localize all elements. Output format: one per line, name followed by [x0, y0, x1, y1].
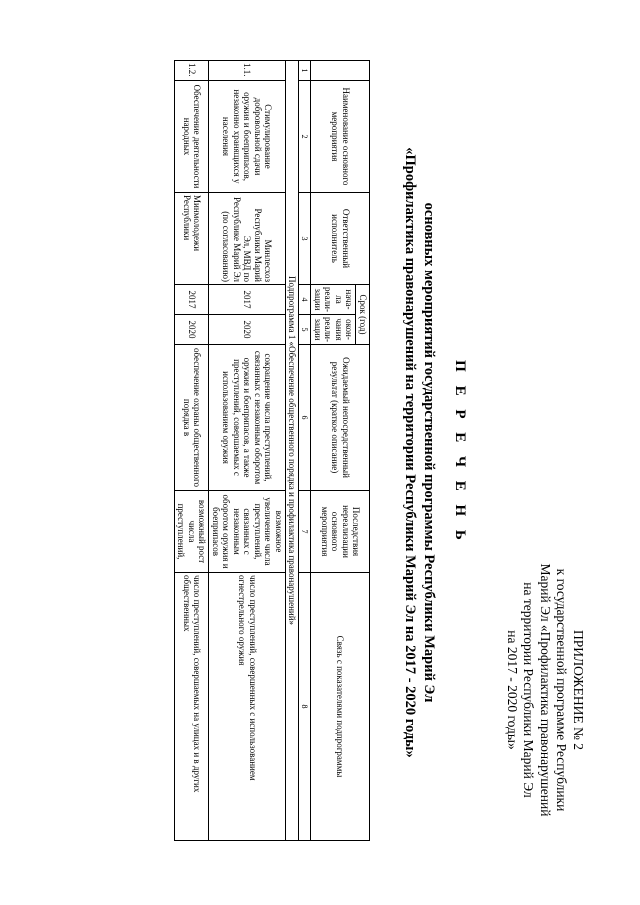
row-executor: Минлесхоз Республики Марий Эл, МВД по Республике Марий Эл (по согласованию) — [209, 193, 286, 285]
table-row — [209, 61, 286, 841]
row-end-year: 2020 — [175, 315, 210, 345]
appendix-title: ПРИЛОЖЕНИЕ № 2 — [571, 629, 586, 751]
row-start-year: 2017 — [175, 285, 210, 315]
header-cell-term-start: нача- ла реали- зации — [311, 285, 356, 315]
document-title: П Е Р Е Ч Е Н Ь — [452, 360, 468, 545]
column-number: 7 — [299, 491, 311, 573]
row-number: 1.1. — [209, 61, 286, 81]
appendix-line: к государственной программе Республики — [554, 568, 570, 812]
measures-table — [174, 60, 370, 841]
header-cell-consequence: Последствия нереализации основного мероприятия — [311, 491, 370, 573]
appendix-line: Марий Эл «Профилактика правонарушений — [538, 563, 553, 817]
column-number-row — [299, 61, 311, 841]
column-number: 8 — [299, 573, 311, 841]
document-subtitle-program: «Профилактика правонарушений на территории Республики Марий Эл на 2017 - 2020 годы» — [402, 147, 418, 758]
row-measure-name: Стимулирование добровольной сдачи оружия и боеприпасов, незаконно хранящихся у населения — [209, 81, 286, 193]
header-cell-name: Наименование основного мероприятия — [311, 81, 370, 193]
row-expected-result: обеспечение охраны общественного порядка в — [175, 345, 210, 491]
row-indicator-link: число преступлений, совершенных с использованием огнестрельного оружия — [209, 573, 286, 841]
header-cell-link: Связь с показателями подпрограммы — [311, 573, 370, 841]
row-indicator-link: число преступлений, совершаемых на улицах и в других общественных — [175, 573, 210, 841]
appendix-line: на 2017 - 2020 годы» — [505, 630, 520, 750]
subprogram-row — [286, 61, 300, 841]
header-cell-executor: Ответственный исполнитель — [311, 193, 370, 285]
row-consequence: возможное увеличение числа преступлений, связанных с незаконным оборотом оружия и боеприпасов — [209, 491, 286, 573]
column-number: 5 — [299, 315, 311, 345]
column-number: 1 — [299, 61, 311, 81]
row-start-year: 2017 — [209, 285, 286, 315]
header-cell-term: Срок (год) — [356, 285, 370, 345]
appendix-block — [504, 540, 587, 840]
row-end-year: 2020 — [209, 315, 286, 345]
table-row — [175, 61, 210, 841]
header-cell-result: Ожидаемый непосредственный результат (краткое описание) — [311, 345, 370, 491]
column-number: 6 — [299, 345, 311, 491]
document-subtitle: основных мероприятий государственной программы Республики Марий Эл — [421, 202, 437, 703]
subprogram-title: Подпрограмма 1 «Обеспечение общественного порядка и профилактика правонарушений» — [286, 61, 300, 841]
column-number: 4 — [299, 285, 311, 315]
row-number: 1.2. — [175, 61, 210, 81]
column-number: 2 — [299, 81, 311, 193]
row-expected-result: сокращение числа преступлений, связанных с незаконным оборотом оружия и боеприпасов, а также преступлений, совершаемых с использованием оружия — [209, 345, 286, 491]
row-consequence: возможный рост числа преступлений, — [175, 491, 210, 573]
table-header-row — [356, 61, 370, 841]
header-cell-number — [311, 61, 370, 81]
row-measure-name: Обеспечение деятельности народных — [175, 81, 210, 193]
row-executor: Минмолодежи Республики — [175, 193, 210, 285]
column-number: 3 — [299, 193, 311, 285]
header-cell-term-end: окон- чания реали- зации — [311, 315, 356, 345]
appendix-line: на территории Республики Марий Эл — [521, 582, 537, 798]
